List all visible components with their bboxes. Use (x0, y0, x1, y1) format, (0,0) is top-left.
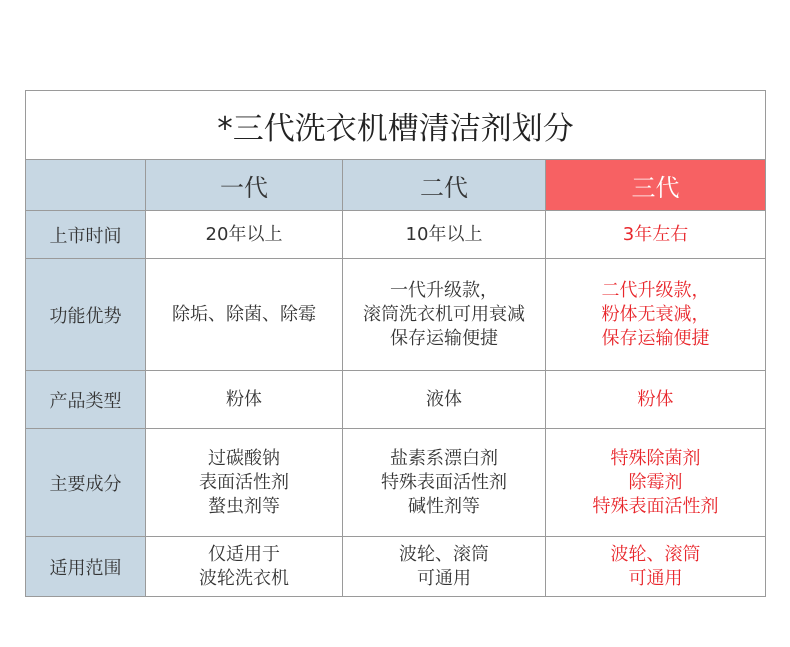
comparison-table (25, 90, 766, 597)
cell-gen1-ingredients (146, 429, 343, 537)
cell-line: 盐素系漂白剂 (390, 447, 498, 469)
row-label-advantages: 功能优势 (26, 259, 146, 371)
cell-gen1-applicability (146, 537, 343, 597)
cell-line: 保存运输便捷 (601, 327, 710, 349)
cell-gen1-launch-time (146, 211, 343, 259)
cell-line: 波轮洗衣机 (199, 567, 289, 589)
cell-line: 仅适用于 (208, 543, 280, 565)
cell-gen2-applicability (343, 537, 546, 597)
cell-line: 特殊表面活性剂 (381, 471, 507, 493)
table-row (26, 537, 766, 597)
row-label-ingredients: 主要成分 (26, 429, 146, 537)
cell-line: 液体 (426, 388, 462, 410)
cell-line: 一代升级款， (390, 279, 498, 301)
cell-gen3-product-type (546, 371, 766, 429)
row-label-product-type: 产品类型 (26, 371, 146, 429)
table-row (26, 429, 766, 537)
table-row (26, 211, 766, 259)
cell-gen1-product-type (146, 371, 343, 429)
table-title: *三代洗衣机槽清洁剂划分 (26, 91, 766, 160)
cell-line: 表面活性剂 (199, 471, 289, 493)
cell-line: 10年以上 (405, 223, 483, 245)
cell-gen1-advantages (146, 259, 343, 371)
cell-line: 粉体 (226, 388, 262, 410)
cell-line: 可通用 (417, 567, 471, 589)
column-header-gen1: 一代 (146, 160, 343, 211)
cell-gen2-ingredients (343, 429, 546, 537)
cell-gen3-launch-time (546, 211, 766, 259)
cell-line: 滚筒洗衣机可用衰减 (363, 303, 525, 325)
column-header-gen2: 二代 (343, 160, 546, 211)
cell-line: 可通用 (628, 567, 683, 589)
cell-line: 特殊表面活性剂 (592, 495, 719, 517)
cell-line: 螯虫剂等 (208, 495, 280, 517)
cell-gen3-advantages (546, 259, 766, 371)
cell-gen2-launch-time (343, 211, 546, 259)
cell-line: 20年以上 (205, 223, 283, 245)
cell-line: 除垢、除菌、除霉 (172, 303, 316, 325)
row-label-launch-time: 上市时间 (26, 211, 146, 259)
cell-line: 粉体无衰减， (601, 303, 710, 325)
cell-line: 特殊除菌剂 (610, 447, 701, 469)
cell-line: 保存运输便捷 (390, 327, 498, 349)
cell-line: 波轮、滚筒 (610, 543, 701, 565)
cell-gen2-advantages (343, 259, 546, 371)
row-label-applicability: 适用范围 (26, 537, 146, 597)
cell-line: 除霉剂 (628, 471, 683, 493)
table-row (26, 259, 766, 371)
cell-line: 碱性剂等 (408, 495, 480, 517)
cell-gen3-applicability (546, 537, 766, 597)
header-corner (26, 160, 146, 211)
cell-gen3-ingredients (546, 429, 766, 537)
table-row (26, 371, 766, 429)
column-header-gen3: 三代 (546, 160, 766, 211)
cell-line: 过碳酸钠 (208, 447, 280, 469)
cell-line: 波轮、滚筒 (399, 543, 489, 565)
cell-line: 3年左右 (622, 223, 689, 245)
cell-line: 二代升级款， (601, 279, 710, 301)
cell-gen2-product-type (343, 371, 546, 429)
cell-line: 粉体 (637, 388, 674, 410)
